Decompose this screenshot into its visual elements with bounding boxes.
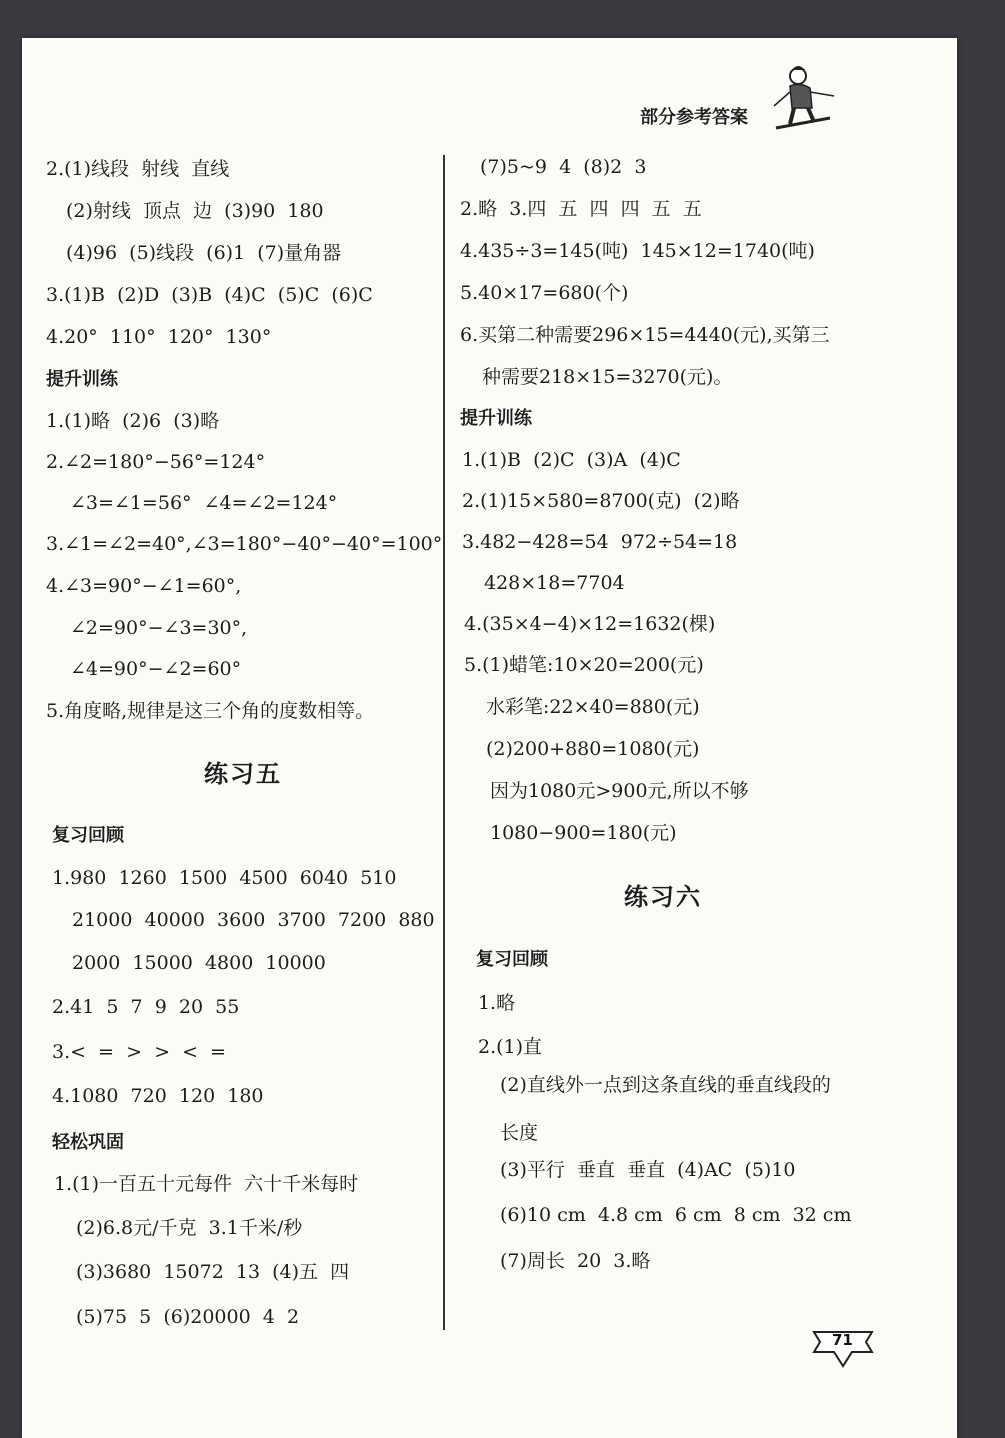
right-line-4: 5.40×17=680(个) (460, 282, 629, 304)
right-line-14: 水彩笔:22×40=880(元) (486, 696, 700, 718)
left-line-8: 2.∠2=180°−56°=124° (46, 451, 266, 473)
right-line-8: 1.(1)B (2)C (3)A (4)C (462, 449, 681, 471)
page-number: 71 (832, 1331, 853, 1349)
left-line-14: 5.角度略,规律是这三个角的度数相等。 (46, 700, 375, 722)
left-line-26: (3)3680 15072 13 (4)五 四 (76, 1261, 350, 1283)
left-line-17: 1.980 1260 1500 4500 6040 510 (52, 867, 397, 889)
left-line-11: 4.∠3=90°−∠1=60°, (46, 575, 242, 597)
left-line-22: 4.1080 720 120 180 (52, 1085, 264, 1107)
left-line-4: 3.(1)B (2)D (3)B (4)C (5)C (6)C (46, 284, 373, 306)
left-line-2: (2)射线 顶点 边 (3)90 180 (66, 200, 324, 222)
right-line-22: (2)直线外一点到这条直线的垂直线段的 (500, 1074, 831, 1096)
right-line-24: (3)平行 垂直 垂直 (4)AC (5)10 (500, 1159, 796, 1181)
exercise-5-heading: 练习五 (204, 760, 282, 788)
right-line-20: 1.略 (478, 992, 516, 1014)
right-line-17: 1080−900=180(元) (490, 822, 677, 844)
right-line-2: 2.略 3.四 五 四 四 五 五 (460, 198, 702, 220)
right-line-11: 428×18=7704 (484, 572, 625, 594)
right-line-25: (6)10 cm 4.8 cm 6 cm 8 cm 32 cm (500, 1204, 852, 1226)
right-line-10: 3.482−428=54 972÷54=18 (462, 531, 738, 553)
right-line-21: 2.(1)直 (478, 1036, 543, 1058)
left-line-9: ∠3=∠1=56° ∠4=∠2=124° (70, 492, 338, 514)
skier-mascot-icon (768, 62, 838, 134)
right-line-23: 长度 (500, 1122, 539, 1144)
left-line-20: 2.41 5 7 9 20 55 (52, 996, 240, 1018)
left-section-qingsong: 轻松巩固 (52, 1132, 124, 1153)
right-line-16: 因为1080元>900元,所以不够 (490, 780, 749, 802)
column-divider (443, 155, 445, 1330)
right-line-6: 种需要218×15=3270(元)。 (482, 366, 733, 388)
right-line-13: 5.(1)蜡笔:10×20=200(元) (464, 654, 704, 676)
right-line-3: 4.435÷3=145(吨) 145×12=1740(吨) (460, 240, 815, 262)
left-line-27: (5)75 5 (6)20000 4 2 (76, 1306, 300, 1328)
left-line-1: 2.(1)线段 射线 直线 (46, 158, 230, 180)
left-line-3: (4)96 (5)线段 (6)1 (7)量角器 (66, 242, 342, 264)
right-line-1: (7)5~9 4 (8)2 3 (480, 156, 647, 178)
left-line-12: ∠2=90°−∠3=30°, (70, 617, 248, 639)
left-line-13: ∠4=90°−∠2=60° (70, 658, 242, 680)
left-line-24: 1.(1)一百五十元每件 六十千米每时 (54, 1173, 359, 1195)
left-line-5: 4.20° 110° 120° 130° (46, 326, 272, 348)
page-header-title: 部分参考答案 (640, 107, 748, 128)
left-line-18: 21000 40000 3600 3700 7200 880 (72, 909, 435, 931)
right-line-26: (7)周长 20 3.略 (500, 1250, 651, 1272)
left-line-25: (2)6.8元/千克 3.1千米/秒 (76, 1217, 303, 1239)
exercise-6-heading: 练习六 (624, 883, 702, 911)
left-line-21: 3.< = > > < = (52, 1041, 227, 1063)
right-line-9: 2.(1)15×580=8700(克) (2)略 (462, 490, 740, 512)
left-line-19: 2000 15000 4800 10000 (72, 952, 326, 974)
left-line-10: 3.∠1=∠2=40°,∠3=180°−40°−40°=100° (46, 533, 443, 555)
left-section-fuxi: 复习回顾 (52, 825, 124, 846)
left-line-7: 1.(1)略 (2)6 (3)略 (46, 410, 220, 432)
left-section-tisheng: 提升训练 (46, 369, 118, 390)
right-line-5: 6.买第二种需要296×15=4440(元),买第三 (460, 324, 830, 346)
right-line-12: 4.(35×4−4)×12=1632(棵) (464, 613, 716, 635)
right-section-fuxi: 复习回顾 (476, 949, 548, 970)
right-line-15: (2)200+880=1080(元) (486, 738, 700, 760)
right-section-tisheng: 提升训练 (460, 408, 532, 429)
